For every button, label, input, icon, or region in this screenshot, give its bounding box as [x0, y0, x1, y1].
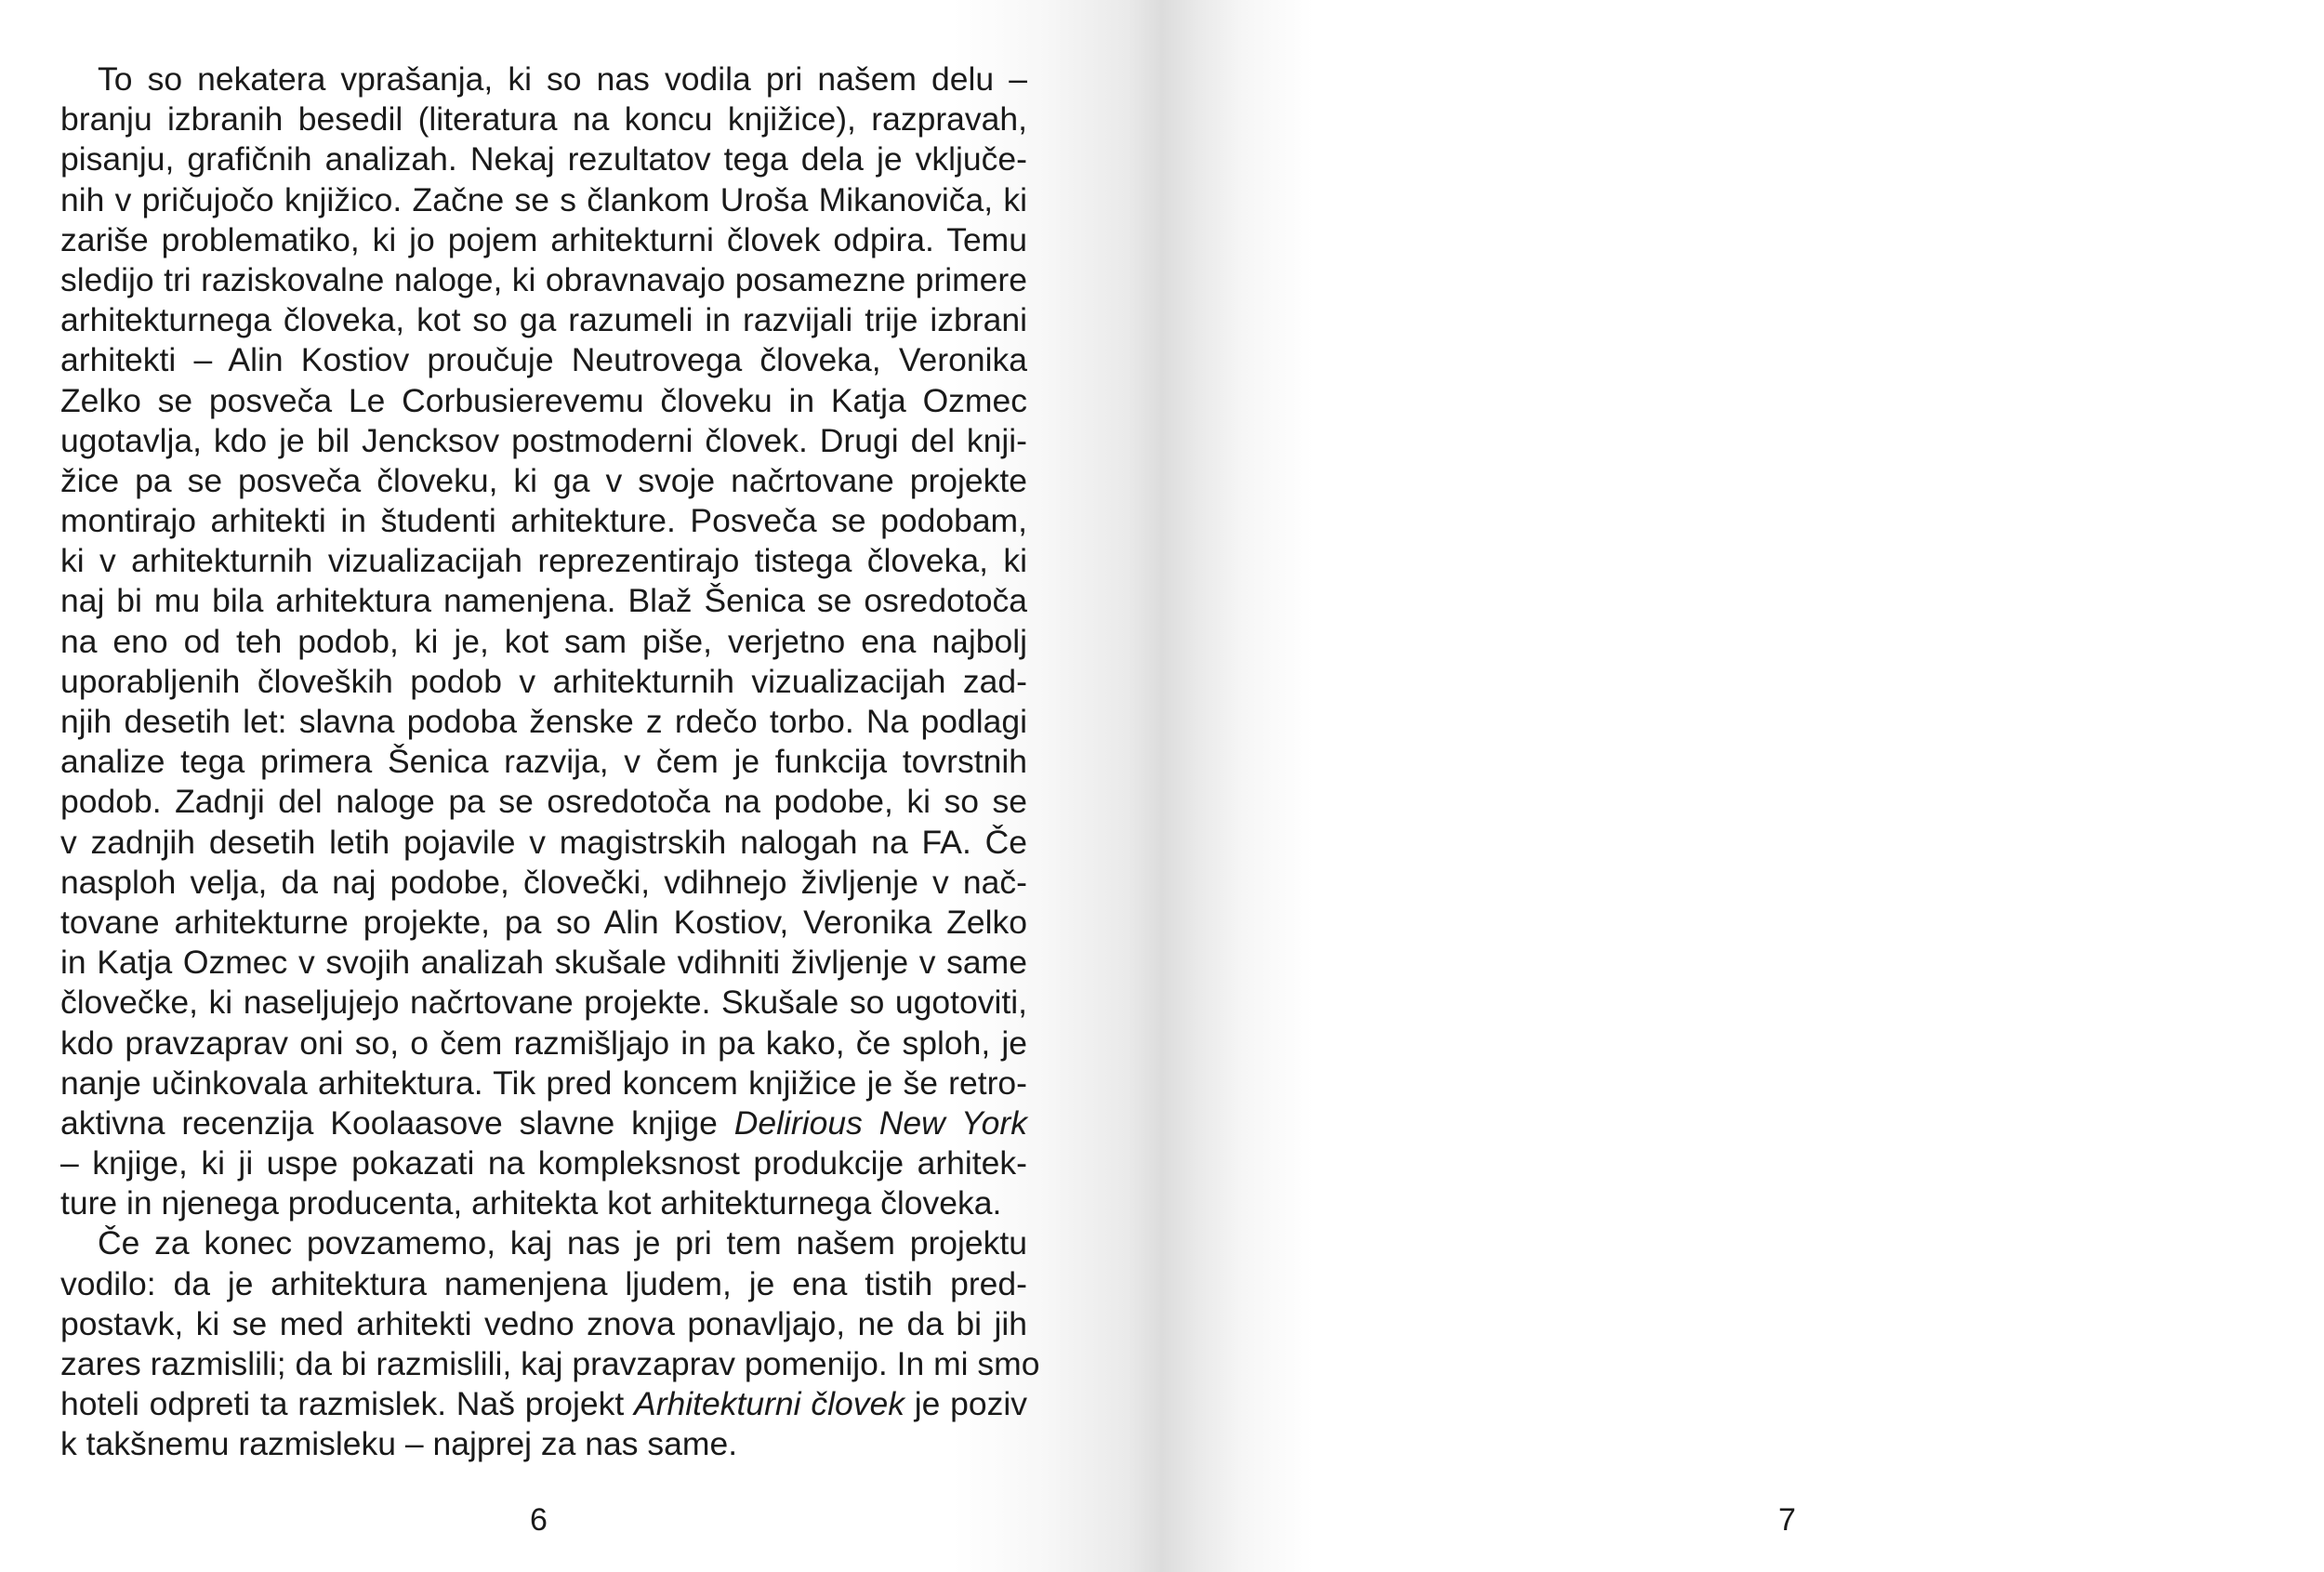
text-line: naj bi mu bila arhitektura namenjena. Blaž Šenica se osredotoča	[60, 582, 1027, 620]
text-line: ki v arhitekturnih vizualizacijah reprezentirajo tistega človeka, ki	[60, 542, 1027, 580]
paragraph-1	[60, 59, 1027, 1223]
text-line: branju izbranih besedil (literatura na koncu knjižice), razpravah,	[60, 100, 1027, 139]
text-line: tovane arhitekturne projekte, pa so Alin Kostiov, Veronika Zelko	[60, 903, 1027, 941]
text-line	[60, 1384, 1027, 1424]
text-line: kdo pravzaprav oni so, o čem razmišljajo in pa kako, če sploh, je	[60, 1024, 1027, 1062]
text-line: uporabljenih človeških podob v arhitekturnih vizualizacijah zad-	[60, 662, 1027, 700]
text-line: arhitekti – Alin Kostiov proučuje Neutrovega človeka, Veronika	[60, 341, 1027, 379]
text-line: ugotavlja, kdo je bil Jencksov postmoderni človek. Drugi del knji-	[60, 421, 1027, 459]
text-segment: aktivna recenzija Koolaasove slavne knjige	[60, 1103, 718, 1142]
text-line: k takšnemu razmisleku – najprej za nas same.	[60, 1425, 738, 1463]
right-page	[1162, 0, 2324, 1572]
text-line: pisanju, grafičnih analizah. Nekaj rezultatov tega dela je vključe-	[60, 140, 1027, 178]
text-line: ture in njenega producenta, arhitekta kot arhitekturnega človeka.	[60, 1184, 1002, 1222]
text-line: postavk, ki se med arhitekti vedno znova ponavljajo, ne da bi jih	[60, 1304, 1027, 1342]
text-line	[60, 1103, 1027, 1143]
text-line: podob. Zadnji del naloge pa se osredotoča na podobe, ki so se	[60, 783, 1027, 821]
text-line: arhitekturnega človeka, kot so ga razumeli in razvijali trije izbrani	[60, 301, 1027, 339]
text-line: zares razmislili; da bi razmislili, kaj pravzaprav pomenijo. In mi smo	[60, 1345, 1040, 1382]
text-line: žice pa se posveča človeku, ki ga v svoje načrtovane projekte	[60, 461, 1027, 499]
text-line: nih v pričujočo knjižico. Začne se s člankom Uroša Mikanoviča, ki	[60, 180, 1027, 218]
text-line: nanje učinkovala arhitektura. Tik pred koncem knjižice je še retro-	[60, 1063, 1027, 1102]
page-number-left: 6	[530, 1502, 548, 1538]
text-line: analize tega primera Šenica razvija, v čem je funkcija tovrstnih	[60, 743, 1027, 781]
text-line: montirajo arhitekti in študenti arhitekture. Posveča se podobam,	[60, 502, 1027, 540]
text-line: Zelko se posveča Le Corbusierevemu človeku in Katja Ozmec	[60, 381, 1027, 419]
text-line: in Katja Ozmec v svojih analizah skušale vdihniti življenje v same	[60, 944, 1027, 982]
text-segment: je poziv	[914, 1385, 1027, 1423]
book-title-italic: Delirious New York	[733, 1103, 1027, 1142]
text-line: sledijo tri raziskovalne naloge, ki obravnavajo posamezne primere	[60, 260, 1027, 298]
text-line: zariše problematiko, ki jo pojem arhitekturni človek odpira. Temu	[60, 220, 1027, 258]
text-line: – knjige, ki ji uspe pokazati na kompleksnost produkcije arhitek-	[60, 1144, 1027, 1182]
text-line: v zadnjih desetih letih pojavile v magistrskih nalogah na FA. Če	[60, 823, 1027, 861]
page-number-right: 7	[1778, 1502, 1796, 1538]
text-line: človečke, ki naseljujejo načrtovane projekte. Skušale so ugotoviti,	[60, 984, 1027, 1022]
text-line: njih desetih let: slavna podoba ženske z rdečo torbo. Na podlagi	[60, 703, 1027, 740]
text-line: To so nekatera vprašanja, ki so nas vodila pri našem delu –	[98, 60, 1027, 98]
project-title-italic: Arhitekturni človek	[634, 1385, 905, 1423]
paragraph-2	[60, 1223, 1040, 1464]
body-text	[60, 59, 1040, 1465]
text-line: nasploh velja, da naj podobe, človečki, vdihnejo življenje v nač-	[60, 863, 1027, 901]
text-line: vodilo: da je arhitektura namenjena ljudem, je ena tistih pred-	[60, 1264, 1027, 1302]
text-line: Če za konec povzamemo, kaj nas je pri tem našem projektu	[98, 1224, 1027, 1262]
text-line: na eno od teh podob, ki je, kot sam piše, verjetno ena najbolj	[60, 622, 1027, 660]
text-segment: hoteli odpreti ta razmislek. Naš projekt	[60, 1385, 625, 1423]
